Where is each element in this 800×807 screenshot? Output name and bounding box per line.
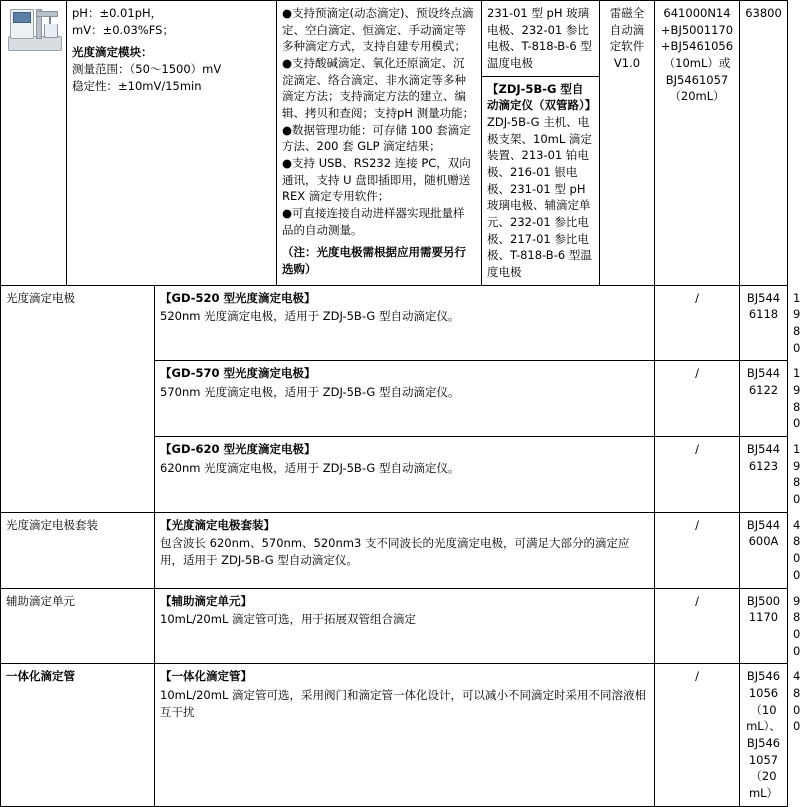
order-code: 641000N14+BJ5001170+BJ5461056（10mL）或 BJ5461057（20mL）: [660, 6, 734, 104]
item-description-cell: [155, 361, 655, 437]
configuration-cell-top: [482, 1, 600, 77]
item-description-cell: [155, 437, 655, 513]
software-name: /: [695, 669, 699, 684]
feature-list-cell: [277, 1, 482, 286]
product-image-cell: [1, 1, 67, 286]
table-row: [1, 512, 788, 588]
feature-item: ●支持 USB、RS232 连接 PC，双向通讯，支持 U 盘即插即用，随机赠送 REX 滴定专用软件；: [282, 156, 471, 204]
feature-item: ●支持酸碱滴定、氧化还原滴定、沉淀滴定、络合滴定、非水滴定等多种滴定方法；支持滴定方法的建立、编辑、拷贝和查阅；支持pH 测量功能；: [282, 56, 475, 121]
price-value: 1980: [793, 442, 800, 507]
software-name: /: [695, 442, 699, 457]
category-name-electrode-set: 光度滴定电极套装: [1, 512, 155, 588]
item-body: 10mL/20mL 滴定管可选，采用阀门和滴定管一体化设计，可以减小不同滴定时采用不同溶液相互干扰: [160, 687, 647, 719]
price-value: 9800: [793, 593, 800, 658]
price-value: 1980: [793, 366, 800, 431]
software-cell: [655, 437, 740, 513]
order-code-cell: [740, 512, 788, 588]
software-name: /: [695, 517, 699, 532]
item-body: 10mL/20mL 滴定管可选，用于拓展双管组合滴定: [160, 612, 417, 627]
configuration-title: 【ZDJ-5B-G 型自动滴定仪（双管路）】: [487, 81, 597, 113]
feature-item: ●数据管理功能：可存储 100 套滴定方法、200 套 GLP 滴定结果；: [282, 122, 471, 154]
order-code-cell: [740, 437, 788, 513]
item-description-cell: [155, 588, 655, 664]
order-code: BJ5446118: [746, 290, 781, 322]
price-value: 4800: [793, 669, 800, 734]
spec-line-ph: pH：±0.01pH，: [72, 6, 163, 20]
item-body: 570nm 光度滴定电极，适用于 ZDJ-5B-G 型自动滴定仪。: [160, 385, 460, 400]
item-title: 【GD-520 型光度滴定电极】: [160, 290, 316, 305]
software-cell: [655, 588, 740, 664]
spec-line-mv: mV：±0.03%FS；: [72, 22, 174, 37]
item-title: 【辅助滴定单元】: [160, 593, 252, 608]
category-name-integrated-tube: 一体化滴定管: [1, 664, 155, 806]
software-cell: [655, 664, 740, 806]
software-cell: [655, 361, 740, 437]
price-value: 63800: [745, 6, 782, 20]
item-body: 包含波长 620nm、570nm、520nm3 支不同波长的光度滴定电极，可满足大部分的滴定应用，适用于 ZDJ-5B-G 型自动滴定仪。: [160, 536, 630, 568]
configuration-text: 231-01 型 pH 玻璃电极、232-01 参比电极、T-818-B-6 型温度电极: [487, 6, 592, 71]
configuration-cell-detail: [482, 76, 600, 285]
price-value: 1980: [793, 290, 800, 355]
feature-item: ●支持预滴定(动态滴定)、预设终点滴定、空白滴定、恒滴定、手动滴定等多种滴定方式，支持自建专用模式；: [282, 6, 474, 54]
spec-description-cell: [67, 1, 277, 286]
item-description-cell: [155, 285, 655, 361]
order-code: BJ5461056（10mL）、BJ5461057（20mL）: [746, 669, 781, 800]
software-cell: [655, 512, 740, 588]
order-code: BJ5001170: [746, 593, 781, 625]
software-name: /: [695, 593, 699, 608]
item-title: 【GD-620 型光度滴定电极】: [160, 442, 316, 457]
software-name: 雷磁全自动滴定软件 V1.0: [609, 6, 645, 71]
order-code-cell: [740, 285, 788, 361]
item-body: 520nm 光度滴定电极，适用于 ZDJ-5B-G 型自动滴定仪。: [160, 309, 460, 324]
order-code-cell: [740, 361, 788, 437]
table-row: [1, 285, 788, 361]
order-code: BJ544600A: [746, 517, 781, 549]
titrator-photo-icon: [6, 7, 62, 53]
order-code-cell: [740, 588, 788, 664]
table-row: [1, 664, 788, 806]
category-name-aux-unit: 辅助滴定单元: [1, 588, 155, 664]
table-row: [1, 1, 788, 77]
item-description-cell: [155, 512, 655, 588]
spec-line-stability: 稳定性：±10mV/15min: [72, 78, 202, 93]
feature-note: （注：光度电极需根据应用需要另行选购）: [282, 245, 466, 277]
feature-item: ●可直接连接自动进样器实现批量样品的自动测量。: [282, 206, 465, 237]
software-cell: [655, 285, 740, 361]
order-code: BJ5446122: [746, 366, 781, 398]
configuration-body: ZDJ-5B-G 主机、电极支架、10mL 滴定装置、213-01 铂电极、216-01 银电极、231-01 型 pH 玻璃电极、辅滴定单元、232-01 参比电极、217-01 参比电极、T-818-B-6 型温度电极: [487, 115, 592, 280]
price-cell: [740, 1, 788, 286]
software-cell: [600, 1, 655, 286]
order-code-cell: [655, 1, 740, 286]
item-description-cell: [155, 664, 655, 806]
item-body: 620nm 光度滴定电极，适用于 ZDJ-5B-G 型自动滴定仪。: [160, 460, 460, 475]
spec-line-range: 测量范围：（50～1500）mV: [72, 62, 222, 77]
order-code-cell: [740, 664, 788, 806]
order-code: BJ5446123: [746, 442, 781, 473]
table-row: [1, 588, 788, 664]
spec-module-title: 光度滴定模块：: [72, 45, 153, 60]
item-title: 【一体化滴定管】: [160, 669, 252, 684]
software-name: /: [695, 290, 699, 305]
software-name: /: [695, 366, 699, 381]
item-title: 【光度滴定电极套装】: [160, 517, 275, 532]
price-value: 4800: [793, 517, 800, 582]
category-name-photometric-electrode: 光度滴定电极: [1, 285, 155, 512]
item-title: 【GD-570 型光度滴定电极】: [160, 366, 316, 381]
